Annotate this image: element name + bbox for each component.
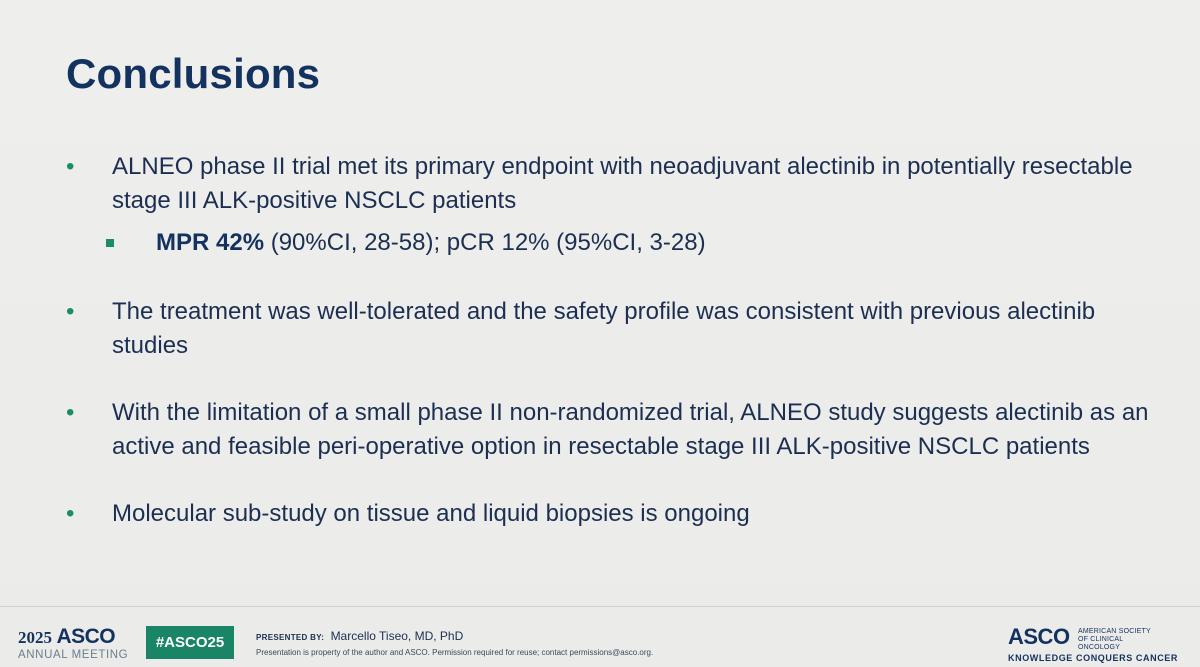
- bullet-text-4: Molecular sub-study on tissue and liquid biopsies is ongoing: [112, 500, 750, 527]
- asco-logo-text: ASCO: [1008, 624, 1070, 649]
- bullet-text-2: The treatment was well-tolerated and the safety profile was consistent with previous alectinib studies: [112, 298, 1096, 359]
- sub-bullet-text: (90%CI, 28-58); pCR 12% (95%CI, 3-28): [264, 229, 706, 256]
- bullet-marker: •: [66, 399, 75, 426]
- presented-by-label: PRESENTED BY:: [256, 633, 325, 642]
- bullet-item-1: [60, 150, 1150, 218]
- sub-bullet-item: [60, 226, 1150, 260]
- bullet-text-1: ALNEO phase II trial met its primary endpoint with neoadjuvant alectinib in potentially resectable stage III ALK-positive NSCLC patients: [112, 153, 1133, 214]
- slide-title: Conclusions: [66, 50, 321, 97]
- bullet-text-3: With the limitation of a small phase II non-randomized trial, ALNEO study suggests alectinib as an active and feasible peri-operative option in resectable stage III ALK-positive NSCLC patients: [112, 399, 1149, 460]
- copyright-disclaimer: Presentation is property of the author and ASCO. Permission required for reuse; contact permissions@asco.org.: [256, 648, 654, 657]
- meeting-brand: ASCO: [56, 625, 116, 648]
- annual-meeting-logo: [18, 625, 138, 661]
- bullet-item-2: [60, 295, 1150, 363]
- meeting-subtitle: ANNUAL MEETING: [18, 649, 129, 661]
- bullet-marker: •: [66, 298, 75, 325]
- hashtag-badge: #ASCO25: [146, 626, 234, 659]
- presented-by: [256, 629, 463, 643]
- sub-bullet-bold: MPR 42%: [156, 229, 265, 256]
- bullet-list: [60, 150, 1150, 531]
- meeting-year: 2025: [18, 628, 52, 647]
- presenter-name: Marcello Tiseo, MD, PhD: [330, 629, 464, 643]
- bullet-item-3: [60, 396, 1150, 464]
- bullet-item-4: [60, 497, 1150, 531]
- square-bullet-icon: [106, 239, 114, 247]
- bullet-marker: •: [66, 500, 75, 527]
- tagline: KNOWLEDGE CONQUERS CANCER: [1008, 653, 1179, 663]
- slide-footer: [0, 607, 1200, 667]
- bullet-marker: •: [66, 153, 75, 180]
- asco-society-logo: [1008, 624, 1188, 663]
- society-name: AMERICAN SOCIETY OF CLINICAL ONCOLOGY: [1078, 628, 1151, 651]
